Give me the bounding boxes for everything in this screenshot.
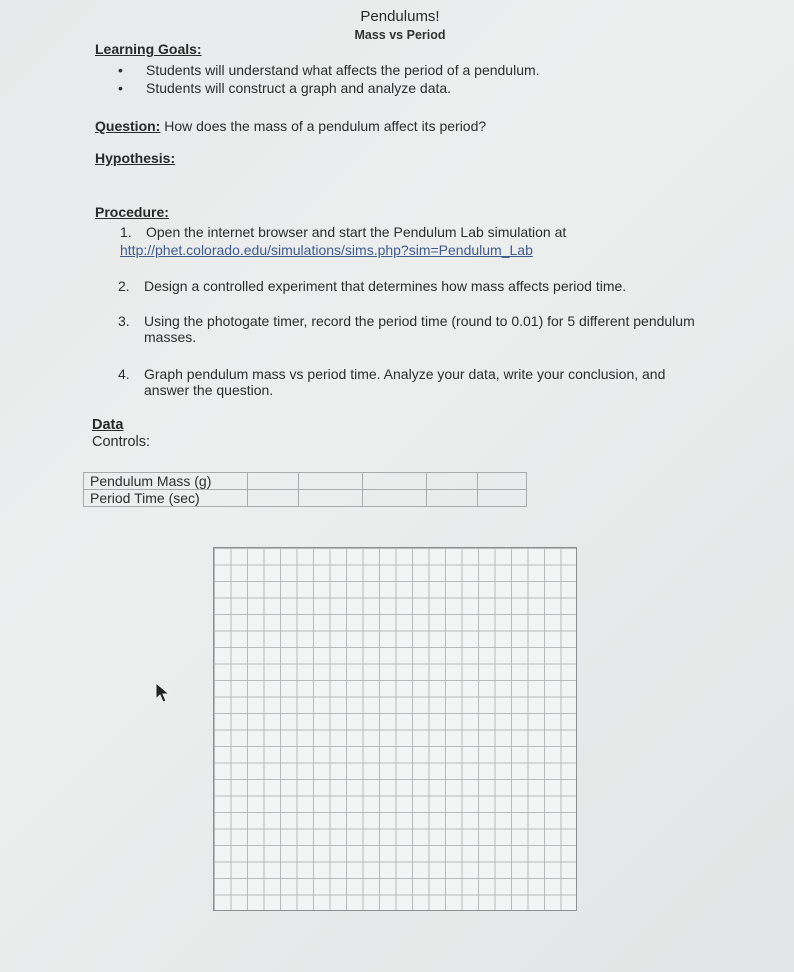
step-text: Design a controlled experiment that determines how mass affects period time. — [144, 278, 627, 294]
table-cell[interactable] — [478, 473, 527, 490]
procedure-step-3 — [118, 313, 718, 345]
mouse-pointer-icon — [155, 682, 171, 704]
data-table — [83, 472, 527, 507]
procedure-heading: Procedure: — [95, 204, 169, 220]
table-row — [84, 490, 527, 507]
question-line — [95, 118, 486, 135]
page-title: Pendulums! — [360, 8, 440, 25]
learning-goal-item — [118, 62, 540, 78]
question-text: How does the mass of a pendulum affect its period? — [160, 118, 487, 134]
step-text: Using the photogate timer, record the period time (round to 0.01) for 5 different pendulum masses. — [144, 313, 695, 345]
table-cell[interactable] — [427, 473, 478, 490]
step-number: 3. — [118, 313, 130, 329]
hypothesis-heading: Hypothesis: — [95, 150, 176, 166]
learning-goal-item — [118, 80, 451, 96]
simulation-link[interactable]: http://phet.colorado.edu/simulations/sims.php?sim=Pendulum_Lab — [120, 242, 533, 258]
row-label: Period Time (sec) — [84, 490, 248, 507]
table-row — [84, 473, 527, 490]
graph-grid — [213, 547, 577, 911]
step-number: 4. — [118, 366, 130, 382]
bullet-icon: • — [118, 80, 123, 96]
learning-goal-text: Students will understand what affects the period of a pendulum. — [146, 62, 540, 78]
step-text: Graph pendulum mass vs period time. Analyze your data, write your conclusion, and answer the question. — [144, 366, 666, 398]
data-heading: Data — [92, 417, 124, 433]
bullet-icon: • — [118, 62, 123, 78]
page-subtitle: Mass vs Period — [354, 28, 446, 42]
controls-label: Controls: — [92, 434, 151, 450]
table-cell[interactable] — [427, 490, 478, 507]
procedure-step-1 — [120, 224, 720, 240]
step-number: 1. — [120, 224, 132, 240]
learning-goal-text: Students will construct a graph and analyze data. — [146, 80, 452, 96]
procedure-step-2 — [118, 278, 718, 294]
simulation-link-row — [120, 242, 720, 258]
table-cell[interactable] — [363, 490, 427, 507]
table-cell[interactable] — [299, 473, 363, 490]
table-cell[interactable] — [478, 490, 527, 507]
table-cell[interactable] — [299, 490, 363, 507]
table-cell[interactable] — [248, 490, 299, 507]
step-text: Open the internet browser and start the Pendulum Lab simulation at — [146, 224, 567, 240]
procedure-step-4 — [118, 366, 718, 398]
learning-goals-heading: Learning Goals: — [95, 41, 202, 57]
table-cell[interactable] — [248, 473, 299, 490]
row-label: Pendulum Mass (g) — [84, 473, 248, 490]
step-number: 2. — [118, 278, 130, 294]
table-cell[interactable] — [363, 473, 427, 490]
question-label: Question: — [95, 118, 161, 134]
